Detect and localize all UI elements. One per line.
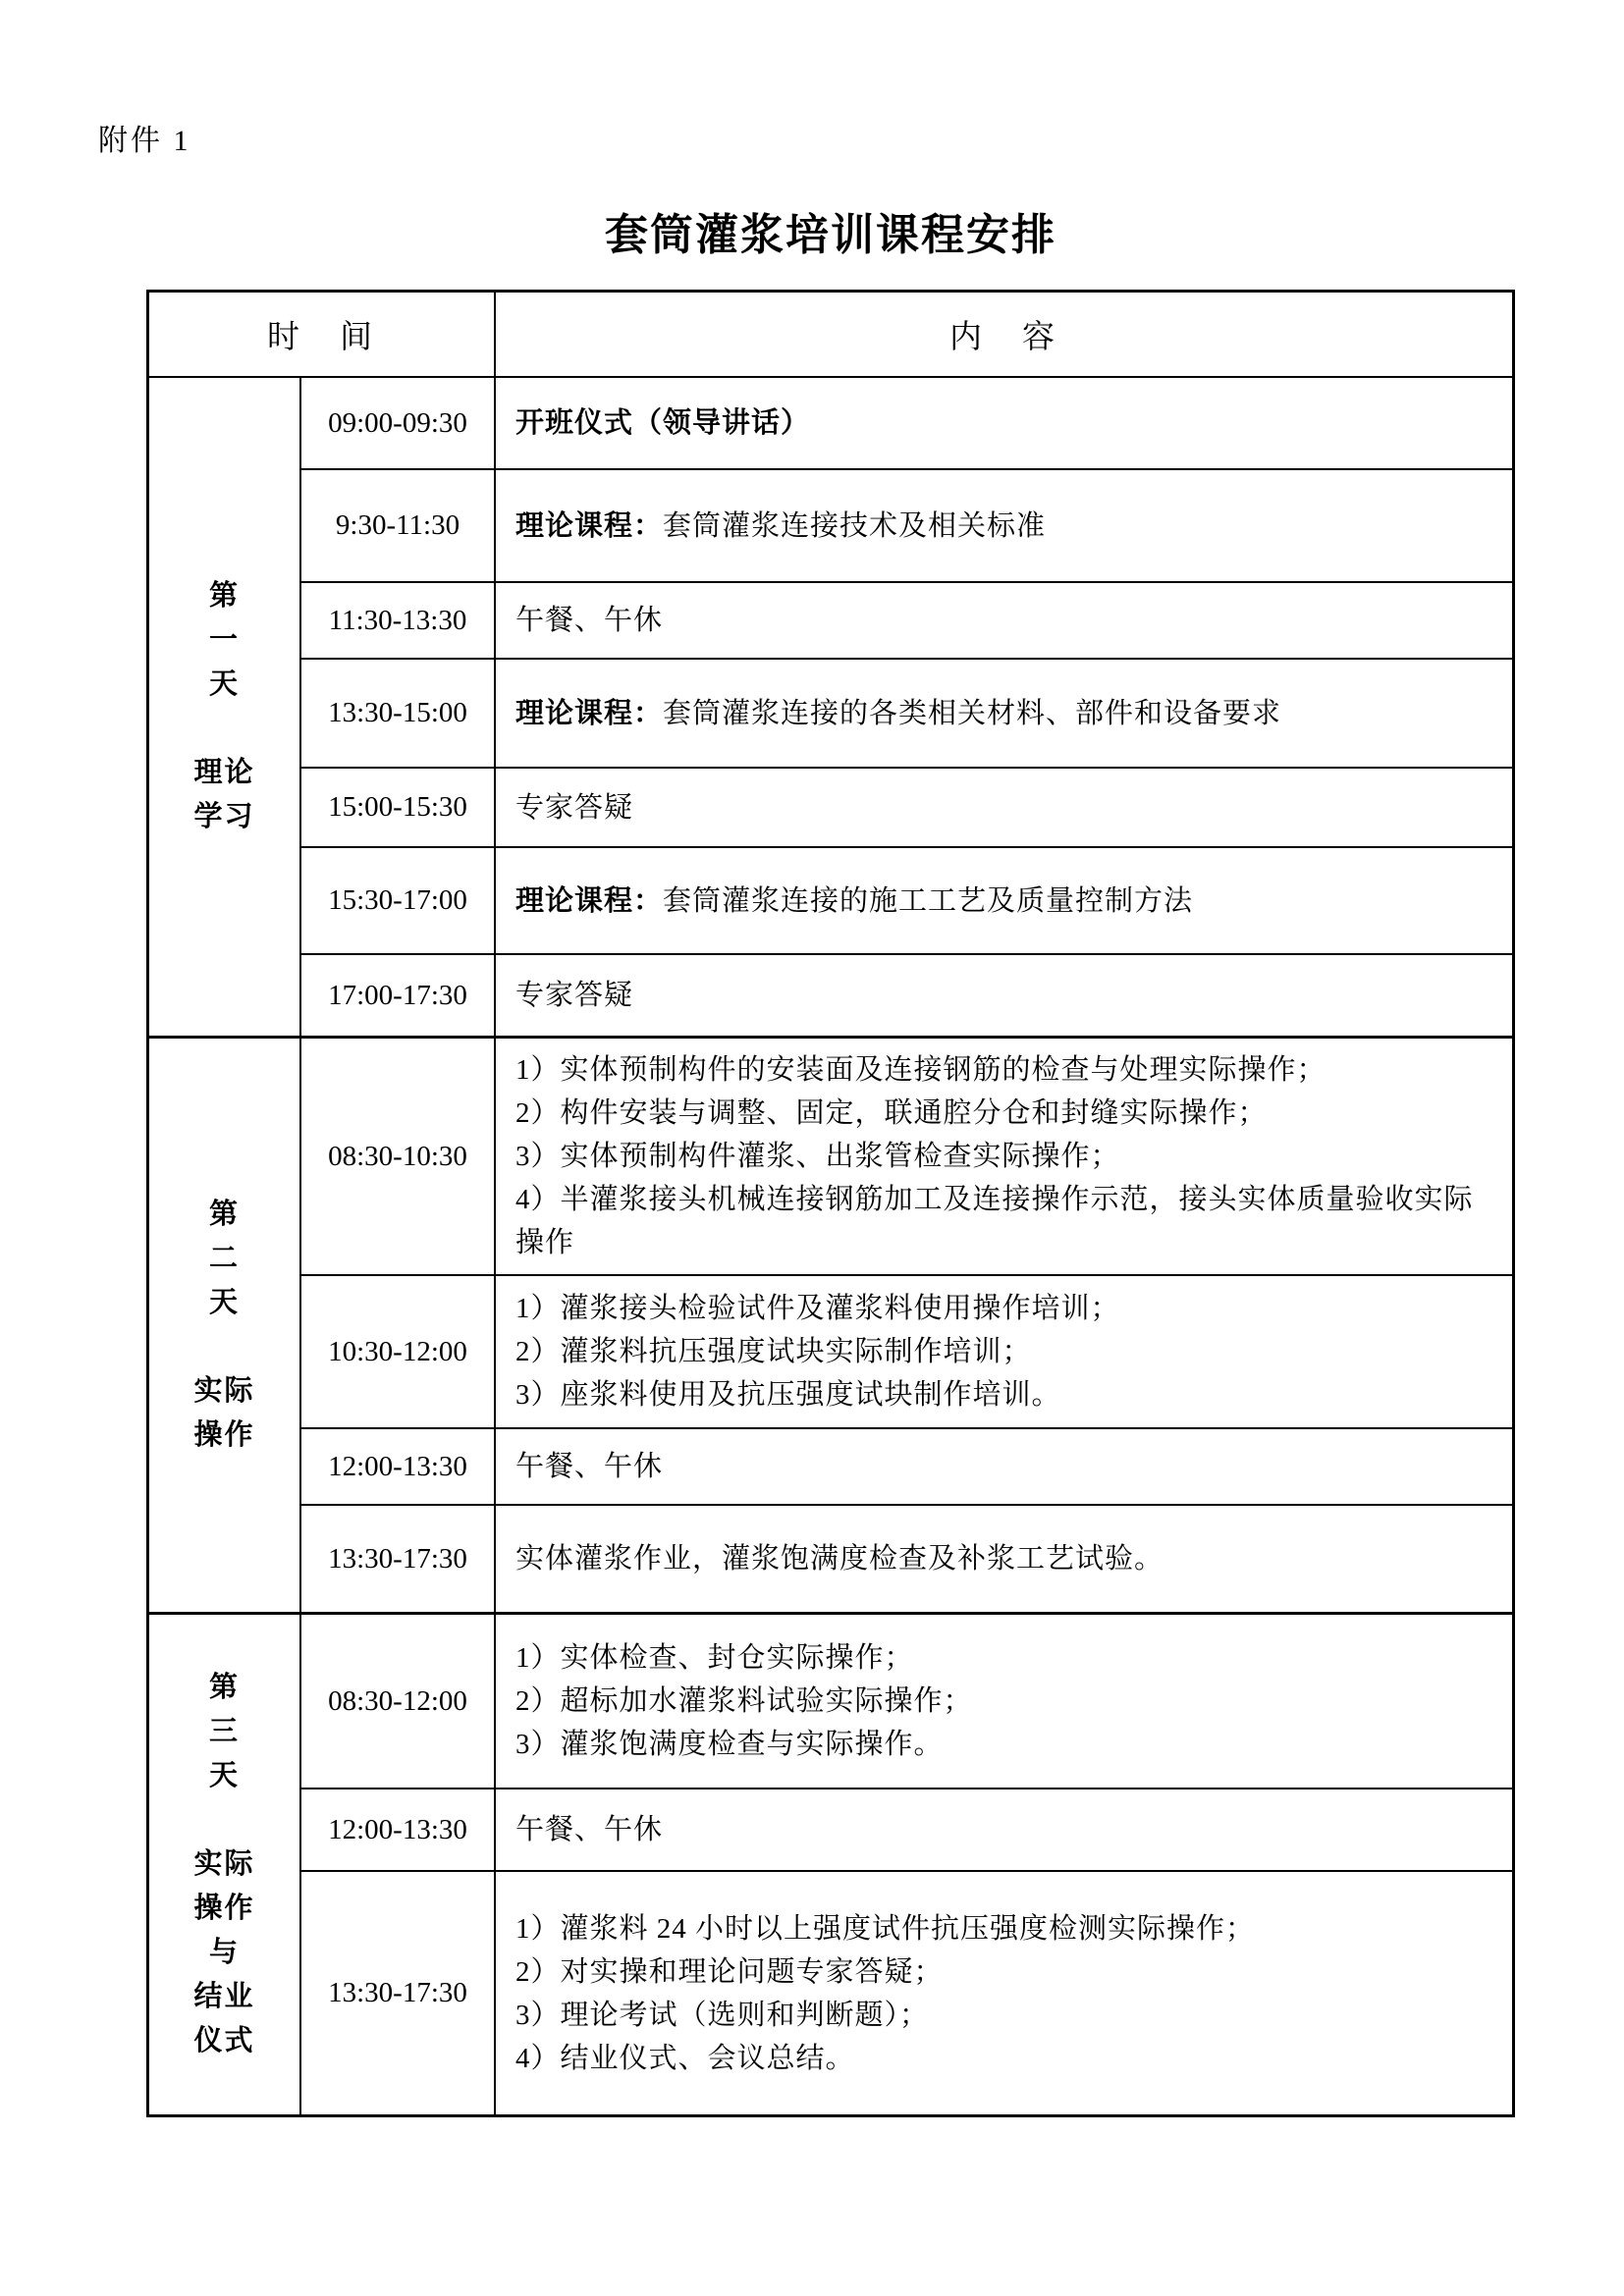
time-cell: 12:00-13:30: [301, 1789, 496, 1870]
time-cell: 08:30-10:30: [301, 1039, 496, 1274]
day-label-line: 实际: [193, 1375, 255, 1407]
day-rows: [301, 1615, 1512, 2114]
content-cell: [496, 848, 1512, 953]
bold-segment: 理论课程：: [515, 697, 664, 729]
day-label-line: 仪式: [193, 2025, 255, 2056]
table-header-row: [149, 293, 1512, 378]
bold-segment: 理论课程：: [515, 509, 664, 542]
content-cell: [496, 1429, 1512, 1504]
header-content-cell: 内 容: [949, 320, 1058, 355]
schedule-row: [301, 953, 1512, 1036]
day-label-line: 第: [208, 1672, 240, 1703]
time-cell: 17:00-17:30: [301, 955, 496, 1036]
table-body: [149, 378, 1512, 2114]
time-cell: 09:00-09:30: [301, 378, 496, 468]
content-line: 2）灌浆料抗压强度试块实际制作培训；: [515, 1336, 1032, 1367]
schedule-row: [301, 1274, 1512, 1427]
content-line: 2）超标加水灌浆料试验实际操作；: [515, 1685, 973, 1717]
content-cell: [496, 1872, 1512, 2114]
schedule-row: [301, 1039, 1512, 1274]
schedule-row: [301, 1504, 1512, 1612]
day-label-line: 一: [208, 624, 240, 656]
day-label-cell: [149, 378, 301, 1036]
content-line: 2）构件安装与调整、固定，联通腔分仓和封缝实际操作；: [515, 1097, 1268, 1129]
schedule-row: [301, 1870, 1512, 2114]
content-cell: [496, 378, 1512, 468]
content-line: 午餐、午休: [515, 605, 664, 636]
content-line: 理论课程：套筒灌浆连接的各类相关材料、部件和设备要求: [515, 697, 1282, 729]
content-cell: [496, 583, 1512, 658]
content-cell: [496, 1506, 1512, 1612]
content-line: 理论课程：套筒灌浆连接的施工工艺及质量控制方法: [515, 884, 1194, 917]
content-line: 2）对实操和理论问题专家答疑；: [515, 1955, 944, 1988]
schedule-row: [301, 1788, 1512, 1870]
day-label-line: 三: [208, 1716, 240, 1747]
page-title: 套筒灌浆培训课程安排: [605, 211, 1056, 259]
content-line: 1）灌浆接头检验试件及灌浆料使用操作培训；: [515, 1293, 1120, 1324]
schedule-row: [301, 767, 1512, 846]
day-rows: [301, 378, 1512, 1036]
content-line: 1）灌浆料 24 小时以上强度试件抗压强度检测实际操作；: [515, 1912, 1256, 1945]
content-cell: [496, 769, 1512, 846]
day-label-line: 第: [208, 1199, 240, 1230]
content-line: [515, 401, 1487, 445]
content-line: 1）实体预制构件的安装面及连接钢筋的检查与处理实际操作；: [515, 1054, 1326, 1086]
schedule-table: [146, 290, 1515, 2117]
content-line: 理论课程：套筒灌浆连接技术及相关标准: [515, 509, 1047, 542]
content-line: 3）座浆料使用及抗压强度试块制作培训。: [515, 1379, 1061, 1411]
day-label-line: 与: [208, 1937, 240, 1968]
day-label-line: 操作: [193, 1893, 255, 1924]
content-line: 4）半灌浆接头机械连接钢筋加工及连接操作示范，接头实体质量验收实际操作: [515, 1184, 1474, 1258]
content-line: 4）结业仪式、会议总结。: [515, 2042, 855, 2074]
time-cell: 15:00-15:30: [301, 769, 496, 846]
time-cell: 13:30-15:00: [301, 660, 496, 767]
schedule-row: [301, 846, 1512, 953]
time-cell: 9:30-11:30: [301, 470, 496, 581]
time-cell: 15:30-17:00: [301, 848, 496, 953]
schedule-row: [301, 378, 1512, 468]
schedule-row: [301, 468, 1512, 581]
content-cell: [496, 470, 1512, 581]
time-cell: 11:30-13:30: [301, 583, 496, 658]
bold-segment: 开班仪式（领导讲话）: [515, 407, 811, 439]
day-rows: [301, 1039, 1512, 1612]
day-label-line: 学习: [193, 801, 255, 832]
content-cell: [496, 1276, 1512, 1427]
time-cell: 13:30-17:30: [301, 1872, 496, 2114]
day-label-cell: [149, 1039, 301, 1612]
content-cell: [496, 1789, 1512, 1870]
day-label-line: [220, 1798, 229, 1842]
content-cell: [496, 660, 1512, 767]
time-cell: 08:30-12:00: [301, 1615, 496, 1788]
content-line: 3）理论考试（选则和判断题）；: [515, 1999, 930, 2031]
day-label-line: 第: [208, 580, 240, 612]
day-label-line: 天: [208, 1760, 240, 1791]
content-cell: [496, 1615, 1512, 1788]
day-section: [149, 1612, 1512, 2114]
header-time-cell: 时 间: [149, 293, 496, 376]
day-label-line: 天: [208, 1287, 240, 1318]
content-line: 1）实体检查、封仓实际操作；: [515, 1642, 914, 1674]
schedule-row: [301, 658, 1512, 767]
attachment-label: 附件 1: [98, 125, 191, 157]
content-line: 3）灌浆饱满度检查与实际操作。: [515, 1729, 944, 1760]
day-label-line: 天: [208, 668, 240, 700]
day-label-cell: [149, 1615, 301, 2114]
content-cell: [496, 1039, 1512, 1274]
day-label-line: [220, 1325, 229, 1369]
day-label-line: 理论: [193, 757, 255, 788]
content-line: 专家答疑: [515, 791, 634, 824]
time-cell: 13:30-17:30: [301, 1506, 496, 1612]
content-line: 实体灌浆作业，灌浆饱满度检查及补浆工艺试验。: [515, 1543, 1164, 1575]
time-cell: 12:00-13:30: [301, 1429, 496, 1504]
day-label-line: 二: [208, 1243, 240, 1274]
content-cell: [496, 955, 1512, 1036]
schedule-row: [301, 581, 1512, 658]
day-label-line: [220, 707, 229, 751]
schedule-row: [301, 1427, 1512, 1504]
time-cell: 10:30-12:00: [301, 1276, 496, 1427]
day-label-line: 操作: [193, 1419, 255, 1451]
schedule-row: [301, 1615, 1512, 1788]
day-section: [149, 1036, 1512, 1612]
day-label-line: 结业: [193, 1981, 255, 2012]
day-section: [149, 378, 1512, 1036]
day-label-line: 实际: [193, 1848, 255, 1880]
content-line: 专家答疑: [515, 980, 634, 1011]
content-line: 午餐、午休: [515, 1451, 664, 1482]
content-line: 午餐、午休: [515, 1814, 664, 1845]
bold-segment: 理论课程：: [515, 884, 664, 917]
content-line: 3）实体预制构件灌浆、出浆管检查实际操作；: [515, 1141, 1120, 1172]
